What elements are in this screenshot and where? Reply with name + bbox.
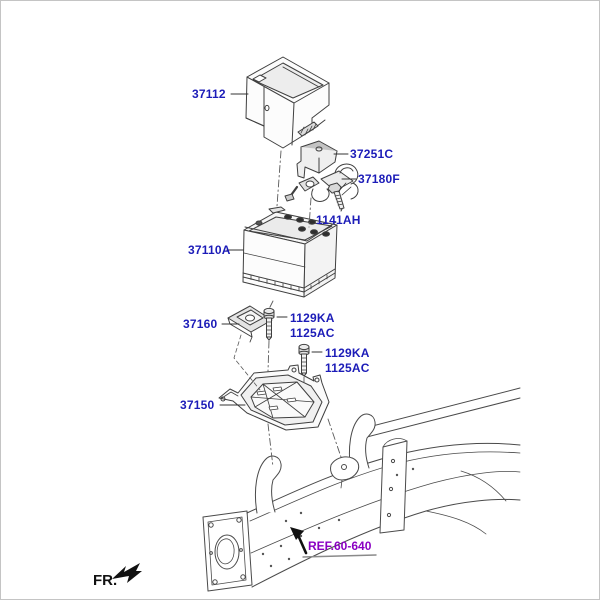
- part-label-37112[interactable]: 37112: [192, 87, 226, 101]
- part-label-37251c[interactable]: 37251C: [350, 147, 394, 161]
- bolt-1129ka-lower-drawing: [299, 344, 309, 376]
- reference-link-60-640[interactable]: REF.60-640: [308, 539, 372, 553]
- terminal-cover-drawing: [297, 141, 337, 178]
- part-label-line2: 1125AC: [325, 361, 370, 375]
- battery-cover-drawing: [246, 57, 329, 148]
- part-label-37160[interactable]: 37160: [183, 317, 218, 331]
- part-label-1141ah[interactable]: 1141AH: [316, 213, 361, 227]
- frame-member-drawing: [203, 388, 520, 591]
- part-label-37110a[interactable]: 37110A: [188, 243, 231, 257]
- part-label-37150[interactable]: 37150: [180, 398, 215, 412]
- part-label-line2: 1125AC: [290, 326, 335, 340]
- fr-direction-label: FR.: [93, 572, 118, 589]
- part-label-line1: 1129KA: [325, 346, 370, 360]
- part-label-line1: 1129KA: [290, 311, 335, 325]
- part-label-1129ka-lower[interactable]: [325, 346, 370, 376]
- diagram-canvas: [1, 1, 600, 600]
- battery-tray-drawing: [219, 365, 329, 430]
- part-label-1129ka-upper[interactable]: [290, 311, 335, 341]
- part-label-37180f[interactable]: 37180F: [358, 172, 400, 186]
